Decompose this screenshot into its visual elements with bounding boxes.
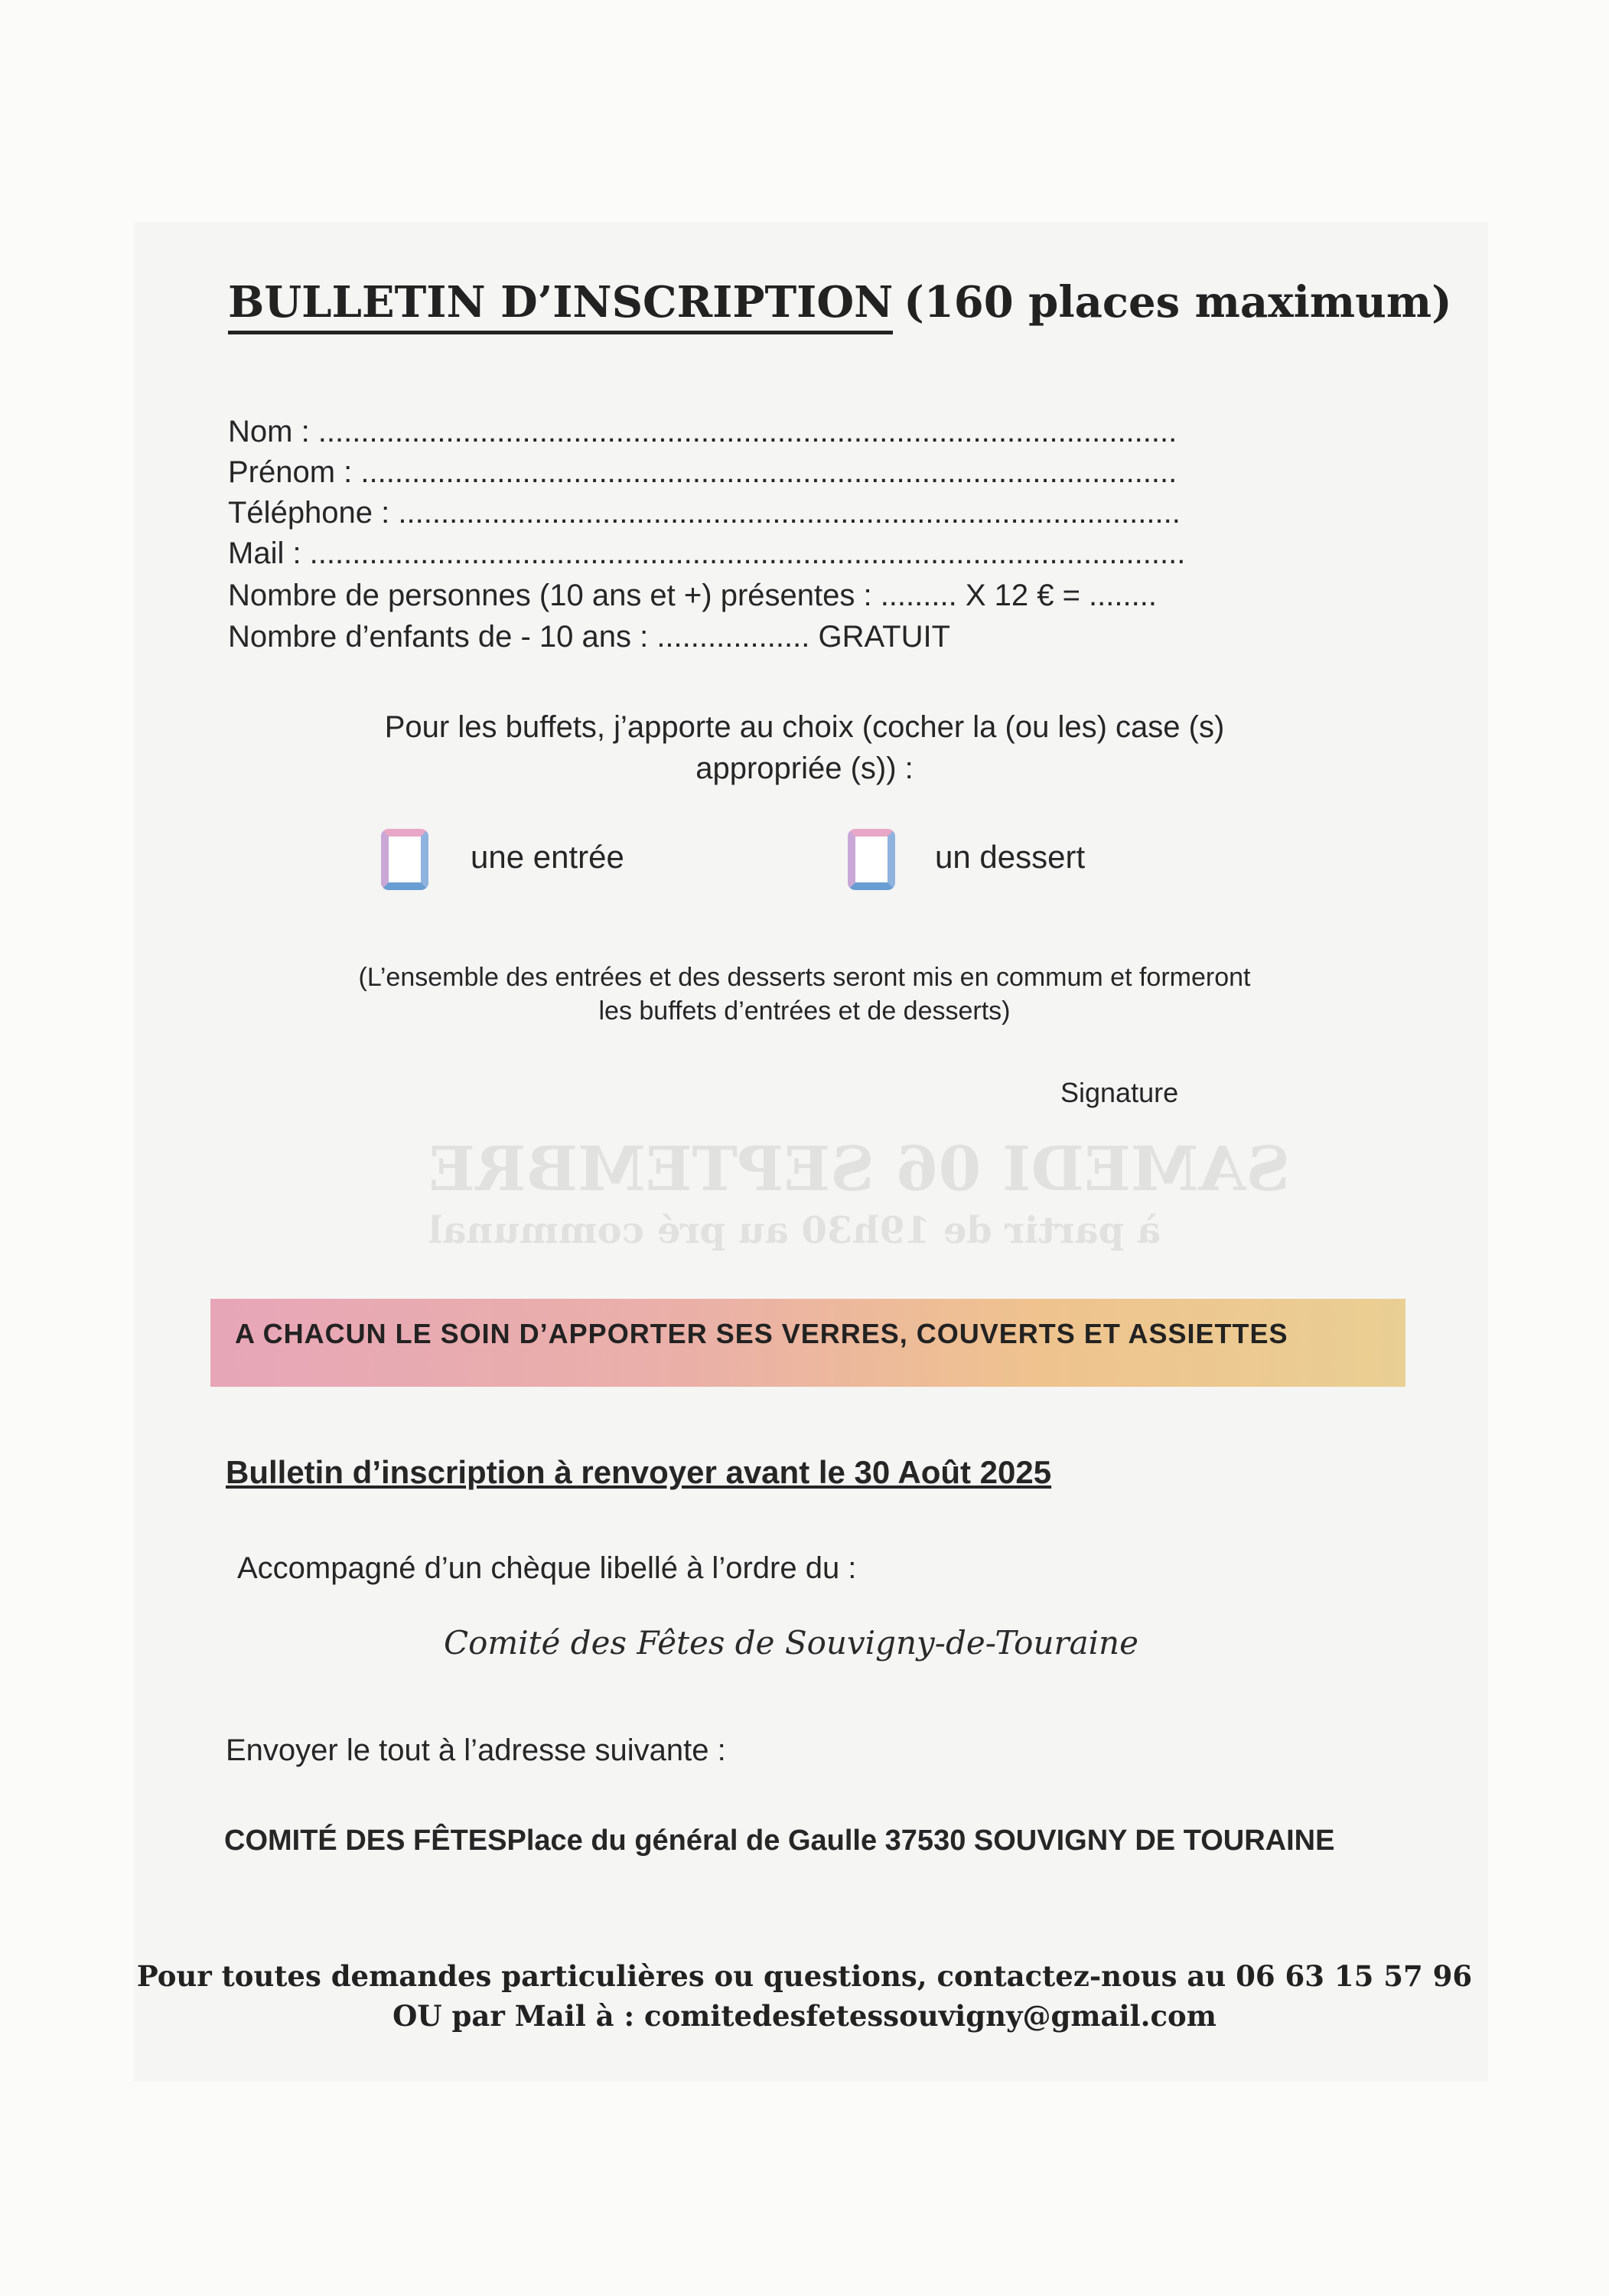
field-mail[interactable]: Mail : ....................................................................................................... <box>228 536 1186 570</box>
checkbox-dessert-label: un dessert <box>935 839 1086 875</box>
bleed-through-text: à partir de 19h30 au pré communal <box>428 1209 1161 1252</box>
title-main: BULLETIN D’INSCRIPTION <box>228 277 893 334</box>
postal-address: COMITÉ DES FÊTESPlace du général de Gaulle 37530 SOUVIGNY DE TOURAINE <box>224 1825 1335 1857</box>
signature-label: Signature <box>1060 1077 1179 1108</box>
page-title <box>228 277 1452 328</box>
checkbox-entree[interactable] <box>381 829 428 890</box>
buffet-instructions-line1: Pour les buffets, j’apporte au choix (cocher la (ou les) case (s) <box>384 710 1225 744</box>
buffet-instructions-line2: appropriée (s)) : <box>695 752 914 785</box>
field-nombre-personnes[interactable]: Nombre de personnes (10 ans et +) présentes : ......... X 12 € = ........ <box>228 579 1157 612</box>
field-nombre-enfants[interactable]: Nombre d’enfants de - 10 ans : .................. GRATUIT <box>228 620 951 654</box>
buffet-note-line2: les buffets d’entrées et de desserts) <box>598 996 1011 1026</box>
checkbox-entree-label: une entrée <box>471 839 624 875</box>
committee-name: Comité des Fêtes de Souvigny-de-Touraine <box>444 1624 1138 1662</box>
checkbox-dessert[interactable] <box>848 829 895 890</box>
field-prenom[interactable]: Prénom : ................................................................................................ <box>228 455 1177 489</box>
field-nom[interactable]: Nom : ..................................................................................................... <box>228 415 1177 448</box>
deadline-text: Bulletin d’inscription à renvoyer avant le 30 Août 2025 <box>226 1454 1052 1490</box>
contact-line1: Pour toutes demandes particulières ou questions, contactez-nous au 06 63 15 57 96 <box>136 1959 1473 1993</box>
bleed-through-text: SAMEDI 06 SEPTEMBRE <box>428 1133 1291 1205</box>
title-sub: (160 places maximum) <box>904 277 1452 328</box>
cheque-line: Accompagné d’un chèque libellé à l’ordre du : <box>237 1551 857 1585</box>
send-line: Envoyer le tout à l’adresse suivante : <box>226 1733 726 1767</box>
banner-text: A CHACUN LE SOIN D’APPORTER SES VERRES, COUVERTS ET ASSIETTES <box>235 1318 1288 1349</box>
field-telephone[interactable]: Téléphone : ............................................................................................ <box>228 496 1181 530</box>
contact-line2: OU par Mail à : comitedesfetessouvigny@gmail.com <box>392 1999 1217 2033</box>
buffet-note-line1: (L’ensemble des entrées et des desserts seront mis en commum et formeront <box>358 963 1251 992</box>
